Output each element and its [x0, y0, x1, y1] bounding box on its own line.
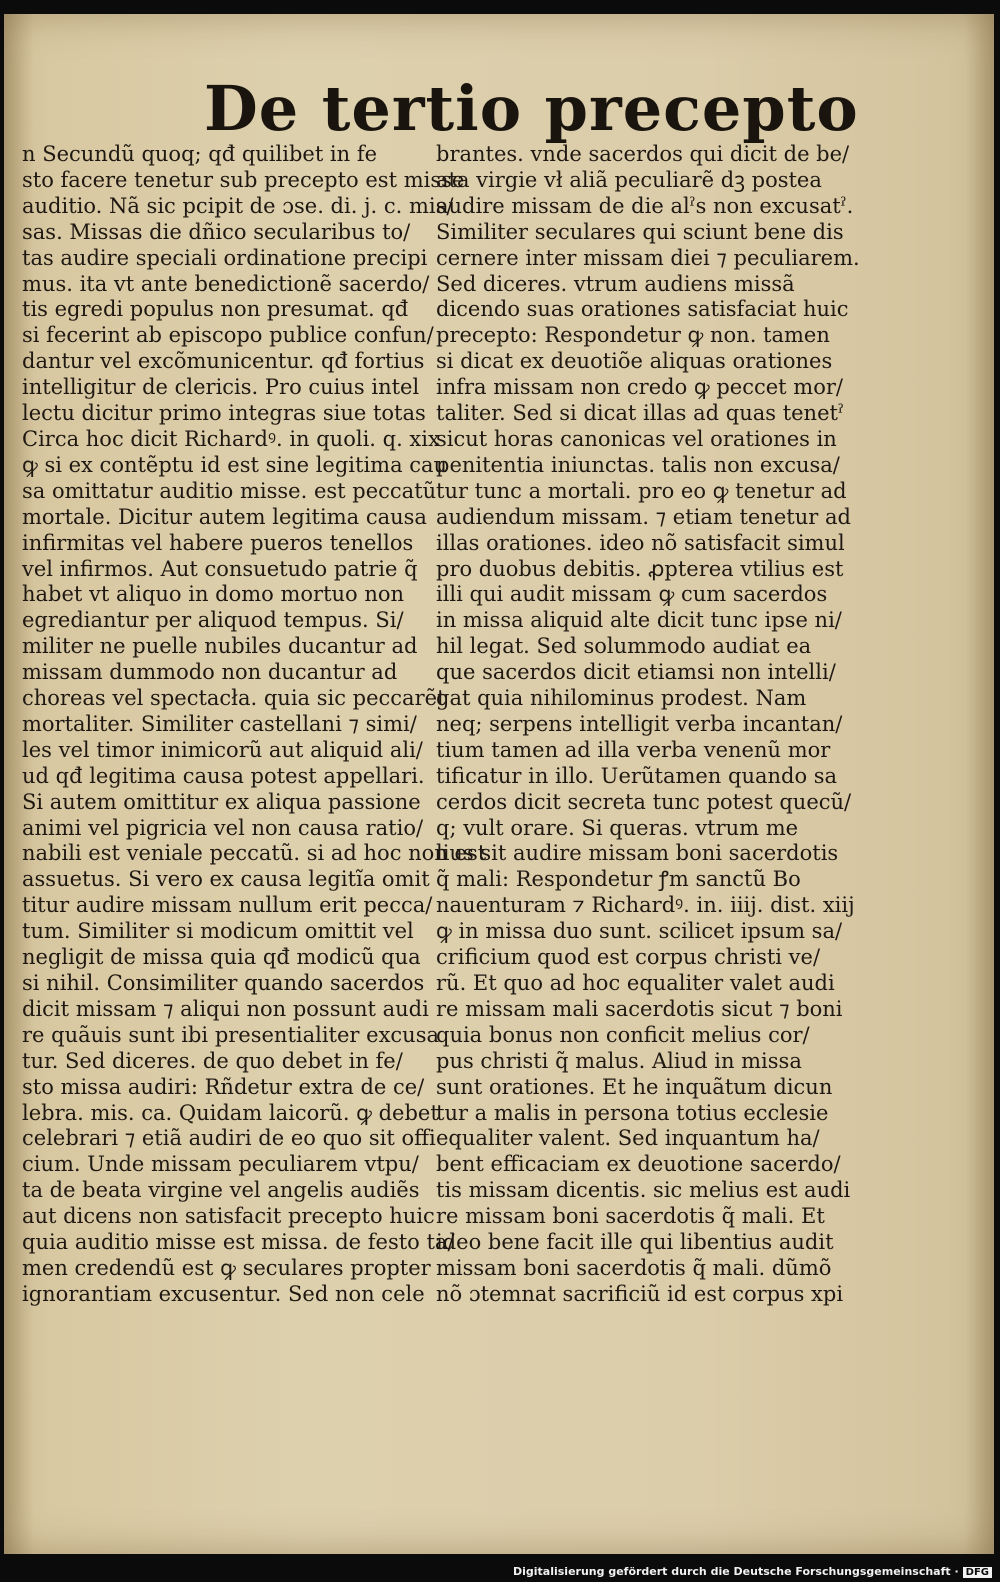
text-line: sto missa audiri: Rñdetur extra de ce/ [22, 1074, 425, 1099]
text-line: lius sit audire missam boni sacerdotis [436, 841, 839, 866]
text-line: ud qđ legitima causa potest appellari. [22, 763, 425, 788]
text-line: infra missam non credo ꝙ peccet mor/ [436, 375, 843, 400]
text-line: mortaliter. Similiter castellani ⁊ simi/ [22, 711, 417, 736]
text-line: bent efficaciam ex deuotione sacerdo/ [436, 1152, 841, 1177]
text-line: sa omittatur auditio misse. est peccatũ [22, 478, 437, 503]
text-line: lectu dicitur primo integras siue totas [22, 401, 426, 426]
text-line: nabili est veniale peccatũ. si ad hoc non est [22, 841, 487, 866]
text-line: choreas vel spectacła. quia sic peccarẽt [22, 686, 446, 711]
text-line: celebrari ⁊ etiã audiri de eo quo sit offi [22, 1126, 436, 1151]
text-line: men credendũ est ꝙ seculares propter [22, 1255, 431, 1280]
text-line: gat quia nihilominus prodest. Nam [436, 686, 807, 711]
text-line: neq; serpens intelligit verba incantan/ [436, 711, 843, 736]
text-line: nauenturam ⁊ Richardꝰ. in. iiij. dist. xiij [436, 893, 855, 918]
text-line: audire missam de die alˀs non excusatˀ. [436, 193, 854, 218]
text-line: auditio. Nã sic pcipit de ɔse. di. j. c. mis/ [22, 193, 454, 218]
text-line: cerdos dicit secreta tunc potest quecũ/ [436, 789, 852, 814]
text-line: que sacerdos dicit etiamsi non intelli/ [436, 660, 836, 685]
text-line: nõ ɔtemnat sacrificiũ id est corpus xpi [436, 1281, 844, 1306]
text-line: Circa hoc dicit Richardꝰ. in quoli. q. xix [22, 426, 440, 451]
text-line: si nihil. Consimiliter quando sacerdos [22, 971, 425, 995]
text-line: audiendum missam. ⁊ etiam tenetur ad [436, 504, 851, 529]
text-line: q̃ mali: Respondetur ꝭm sanctũ Bo [436, 867, 801, 892]
text-line: q; vult orare. Si queras. vtrum me [436, 815, 799, 840]
text-line: egrediantur per aliquod tempus. Si/ [22, 608, 404, 633]
text-line: tas audire speciali ordinatione precipi [22, 245, 428, 270]
text-line: titur audire missam nullum erit pecca/ [22, 893, 433, 918]
text-line: re missam boni sacerdotis q̃ mali. Et [436, 1204, 825, 1229]
text-line: dicendo suas orationes satisfaciat huic [436, 297, 849, 322]
text-line: lebra. mis. ca. Quidam laicorũ. ꝙ debet [22, 1100, 439, 1125]
text-line: infirmitas vel habere pueros tenellos [22, 530, 414, 555]
text-line: dantur vel excõmunicentur. qđ fortius [22, 349, 425, 374]
text-line: tum. Similiter si modicum omittit vel [22, 919, 414, 944]
text-line: les vel timor inimicorũ aut aliquid ali/ [22, 737, 423, 762]
text-line: mortale. Dicitur autem legitima causa [22, 504, 427, 529]
text-line: missam dummodo non ducantur ad [22, 660, 398, 685]
text-line: precepto: Respondetur ꝙ non. tamen [436, 323, 830, 348]
text-line: ignorantiam excusentur. Sed non cele [22, 1281, 425, 1306]
text-line: sunt orationes. Et he inquãtum dicun [436, 1074, 833, 1099]
text-line: rũ. Et quo ad hoc equaliter valet audi [436, 971, 835, 995]
text-line: n Secundũ quoq; qđ quilibet in fe [22, 142, 378, 166]
left-text-column [22, 142, 487, 1308]
text-line: re quãuis sunt ibi presentialiter excusa [22, 1022, 439, 1047]
text-line: habet vt aliquo in domo mortuo non [22, 582, 405, 607]
text-line: sas. Missas die dñico secularibus to/ [22, 219, 411, 244]
text-line: quia auditio misse est missa. de festo ta/ [22, 1230, 455, 1255]
text-line: ta de beata virgine vel angelis audiẽs [22, 1178, 420, 1203]
text-line: militer ne puelle nubiles ducantur ad [22, 634, 418, 659]
dfg-logo: DFG [963, 1567, 992, 1578]
text-line: animi vel pigricia vel non causa ratio/ [22, 815, 424, 840]
dfg-funding-footer [513, 1565, 992, 1578]
text-line: ideo bene facit ille qui libentius audit [436, 1230, 834, 1255]
text-line: brantes. vnde sacerdos qui dicit de be/ [436, 142, 850, 166]
text-line: cernere inter missam diei ⁊ peculiarem. [436, 245, 860, 270]
text-line: tis missam dicentis. sic melius est audi [436, 1178, 851, 1203]
text-line: sto facere tenetur sub precepto est misse [22, 167, 465, 192]
text-line: sicut horas canonicas vel orationes in [436, 426, 837, 451]
text-line: Similiter seculares qui sciunt bene dis [436, 219, 844, 244]
text-line: illi qui audit missam ꝙ cum sacerdos [436, 582, 828, 607]
text-line: tificatur in illo. Uerũtamen quando sa [436, 763, 838, 788]
footer-text: Digitalisierung gefördert durch die Deutsche Forschungsgemeinschaft · [512, 1565, 959, 1578]
text-line: missam boni sacerdotis q̃ mali. dũmõ [436, 1255, 832, 1280]
text-line: si dicat ex deuotiõe aliquas orationes [436, 349, 833, 374]
text-line: assuetus. Si vero ex causa legitĩa omit [22, 867, 430, 892]
text-line: crificium quod est corpus christi ve/ [436, 945, 821, 970]
text-line: quia bonus non conficit melius cor/ [436, 1022, 810, 1047]
text-line: Sed diceres. vtrum audiens missã [436, 271, 795, 296]
text-line: mus. ita vt ante benedictionẽ sacerdo/ [22, 271, 430, 296]
text-line: ata virgie vł aliã peculiarẽ dꝫ postea [436, 167, 822, 192]
text-line: negligit de missa quia qđ modicũ qua [22, 945, 421, 970]
text-line: equaliter valent. Sed inquantum ha/ [436, 1126, 820, 1151]
text-line: taliter. Sed si dicat illas ad quas tenetˀ [436, 401, 844, 426]
text-line: tur. Sed diceres. de quo debet in fe/ [22, 1048, 403, 1073]
text-line: ꝙ in missa duo sunt. scilicet ipsum sa/ [436, 919, 843, 944]
text-line: hil legat. Sed solummodo audiat ea [436, 634, 812, 659]
text-line: tium tamen ad illa verba venenũ mor [436, 737, 831, 762]
text-line: tur a malis in persona totius ecclesie [436, 1100, 829, 1125]
text-line: dicit missam ⁊ aliqui non possunt audi [22, 996, 429, 1021]
text-line: in missa aliquid alte dicit tunc ipse ni/ [436, 608, 842, 633]
text-line: penitentia iniunctas. talis non excusa/ [436, 452, 840, 477]
text-line: Si autem omittitur ex aliqua passione [22, 789, 421, 814]
text-line: si fecerint ab episcopo publice confun/ [22, 323, 434, 348]
text-line: ꝙ si ex contẽptu id est sine legitima cau [22, 452, 448, 477]
text-line: intelligitur de clericis. Pro cuius intel [22, 375, 420, 400]
text-line: illas orationes. ideo nõ satisfacit simul [436, 530, 845, 555]
right-text-column [436, 142, 860, 1308]
page-title: De tertio precepto [204, 72, 859, 145]
text-line: aut dicens non satisfacit precepto huic [22, 1204, 435, 1229]
text-line: cium. Unde missam peculiarem vtpu/ [22, 1152, 419, 1177]
text-line: tur tunc a mortali. pro eo ꝙ tenetur ad [436, 478, 847, 503]
text-line: re missam mali sacerdotis sicut ⁊ boni [436, 996, 843, 1021]
text-line: pro duobus debitis. ꝓpterea vtilius est [436, 556, 844, 581]
book-page [4, 14, 994, 1554]
text-line: tis egredi populus non presumat. qđ [22, 297, 409, 322]
text-line: pus christi q̃ malus. Aliud in missa [436, 1048, 802, 1073]
text-line: vel infirmos. Aut consuetudo patrie q̃ [22, 556, 418, 581]
